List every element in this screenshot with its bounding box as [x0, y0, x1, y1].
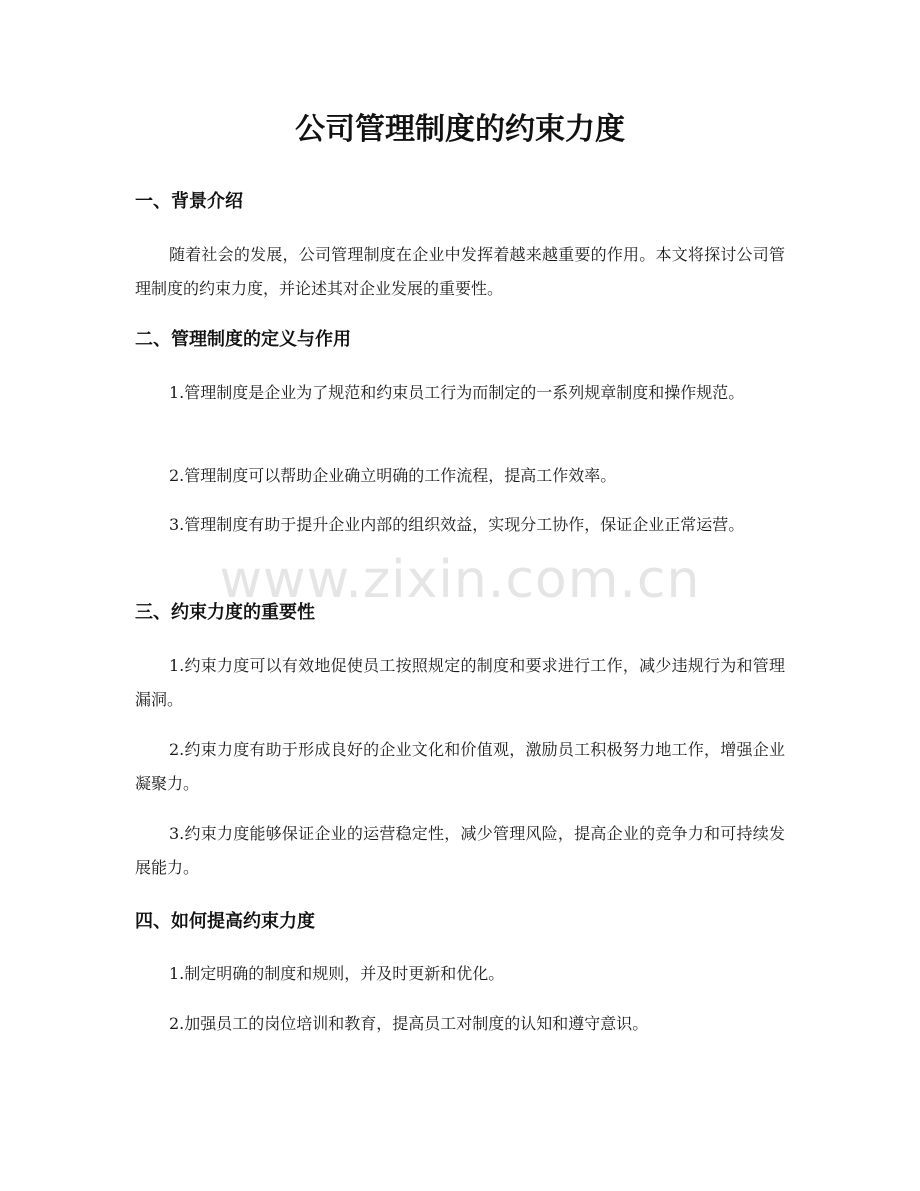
paragraph: 2.约束力度有助于形成良好的企业文化和价值观，激励员工积极努力地工作，增强企业凝聚力。	[135, 740, 785, 793]
paragraph: 2.加强员工的岗位培训和教育，提高员工对制度的认知和遵守意识。	[169, 1014, 649, 1033]
paragraph: 1.制定明确的制度和规则，并及时更新和优化。	[169, 964, 505, 983]
section-heading-importance: 三、约束力度的重要性	[135, 602, 315, 623]
section-heading-improvement: 四、如何提高约束力度	[135, 911, 315, 932]
paragraph: 随着社会的发展，公司管理制度在企业中发挥着越来越重要的作用。本文将探讨公司管理制度的约束力度，并论述其对企业发展的重要性。	[135, 245, 785, 298]
paragraph: 3.管理制度有助于提升企业内部的组织效益，实现分工协作，保证企业正常运营。	[169, 515, 745, 534]
section-heading-background: 一、背景介绍	[135, 191, 243, 212]
paragraph: 2.管理制度可以帮助企业确立明确的工作流程，提高工作效率。	[169, 466, 617, 485]
paragraph: 1.约束力度可以有效地促使员工按照规定的制度和要求进行工作，减少违规行为和管理漏洞。	[135, 656, 785, 709]
paragraph: 1.管理制度是企业为了规范和约束员工行为而制定的一系列规章制度和操作规范。	[169, 383, 745, 402]
paragraph: 3.约束力度能够保证企业的运营稳定性，减少管理风险，提高企业的竞争力和可持续发展能力。	[135, 824, 785, 877]
section-heading-definition: 二、管理制度的定义与作用	[135, 329, 351, 350]
watermark: www.zixin.com.cn	[219, 550, 701, 610]
document-title: 公司管理制度的约束力度	[295, 112, 625, 147]
